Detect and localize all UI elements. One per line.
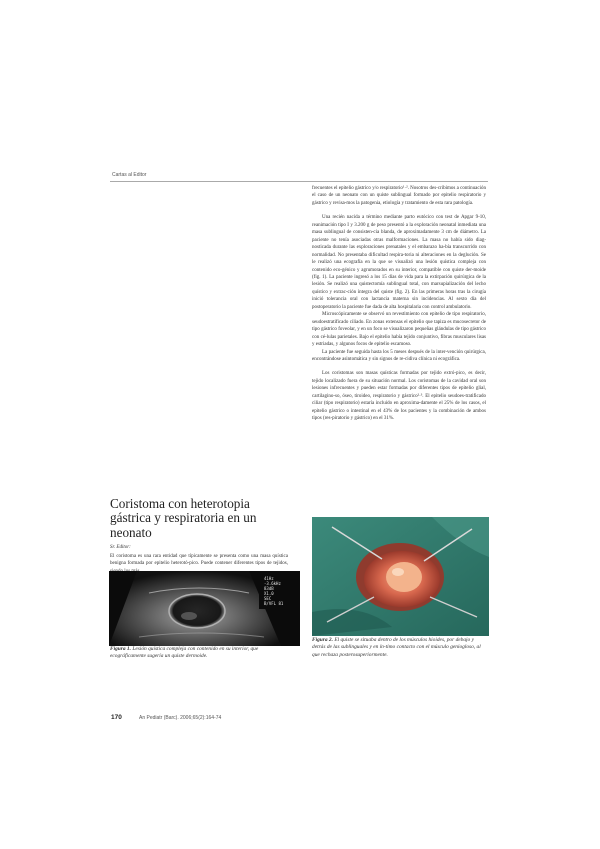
article-title: Coristoma con heterotopia gástrica y respiratoria en un neonato — [110, 496, 257, 540]
surgical-photo-graphic — [312, 517, 489, 636]
figure-1-label: Figura 1. — [110, 646, 131, 652]
figure-1-caption — [110, 646, 288, 661]
figure-1-ultrasound-image — [109, 571, 300, 646]
figure-2-label: Figura 2. — [312, 637, 333, 643]
figure-2-caption-text: El quiste se situaba dentro de los músculos hioides, por debajo y detrás de las sublinguales y en ín-timo contacto con el músculo geniogloso, al que rechaza posterosuperiormente. — [312, 637, 481, 658]
right-column — [312, 185, 486, 423]
paragraph: frecuentes el epitelio gástrico y/o respiratorio¹·². Nosotros des-cribimos a continuación el caso de un neonato con un quiste sublingual formado por epitelio respiratorio y gástrico y revisa-mos la patogenia, etiología y tratamiento de esta rara patología. — [312, 186, 486, 206]
paragraph: El coristoma es una rara entidad que típicamente se presenta como una masa quística benigna formada por epitelio heterotó-pico. Puede contener diferentes tipos de tejidos, — [110, 554, 288, 567]
journal-citation: An Pediatr (Barc). 2006;65(2):164-74 — [139, 715, 222, 721]
figure-2-caption — [312, 637, 488, 659]
ultrasound-readout — [264, 576, 283, 606]
paragraph: Los coristomas son masas quísticas formadas por tejido extró-pico, es decir, tejido localizado fuera de su situación normal. Los coristomas de la cavidad oral son lesiones infrecuentes y pueden estar formadas por diferentes tipos de epitelio glial, cartilagino-so, óseo, tiroideo, respiratorio y gástrico²·³. El epitelio seudoes-tratificado ciliar (tipo respiratorio) estaría incluido en aproxima-damente el 25% de los casos, el epitelio gástrico o intestinal en el 43% de los pacientes y la combinación de ambos tipos (res-piratorio y gástrico) en el 31%. — [312, 371, 486, 422]
readout-line: SEC — [264, 596, 272, 601]
readout-line: -3.6kHz — [264, 581, 281, 586]
author-line: Sr. Editor: — [110, 545, 131, 550]
paragraph: Una recién nacida a término mediante parto eutócico con test de Apgar 9-10, reanimación tipo I y 3.200 g de peso presentó a la exploración neonatal inmediata una masa sublingual de consisten-cia blanda, de aproximadamente 3 cm de diámetro. La paciente no tenía asociadas otras malformaciones. La masa no había sido diag-nosticada durante las exploraciones prenatales y el embarazo ha-bía transcurrido con normalidad. No presentaba dificultad respira-toria ni alteraciones en la deglución. Se le realizó una ecografía en la que se visualizó una lesión quística compleja con contenido eco-génico y agrumorados en su interior, compatible con quiste der-moide (fig. 1). La paciente ingresó a los 15 días de vida para la extirpación quirúrgica de la lesión. Se realizó una quistectomía sublingual total, con marsupialización del lecho quístico y extrac-ción íntegra del quiste (fig. 2). En las primeras horas tras la cirugía inició tolerancia oral con lactancia materna sin incidencias. Al sexto día del postoperatorio la paciente fue dada de alta hospitalaria con control ambulatorio. — [312, 215, 486, 310]
readout-line: 83dB — [264, 586, 274, 591]
figure-2-surgical-photo — [312, 517, 489, 636]
paragraph: Microscópicamente se observó un revestimiento con epitelio de tipo respiratorio, seudoestratificado ciliado. En zonas extensas el epitelio que tapiza es mucosecretor de tipo gástrico foveolar, y en un foco se visualizaron pequeñas glándulas de tipo gástrico con cé-lulas parietales. Bajo el epitelio había tejido conjuntivo, fibras musculares lisas y estriadas, y algunos focos de epitelio escamoso. — [312, 312, 486, 348]
running-head: Cartas al Editor — [112, 172, 147, 178]
readout-line: 41Hz — [264, 576, 274, 581]
readout-line: X1.0 — [264, 591, 274, 596]
header-rule — [110, 181, 488, 182]
page-number: 170 — [111, 714, 122, 721]
readout-line: B/VFL 81 — [264, 601, 284, 606]
paragraph: La paciente fue seguida hasta los 5 meses después de la inter-vención quirúrgica, encontrándose asintomática y sin signos de re-cidiva clínica ni ecográfica. — [312, 349, 486, 362]
figure-1-caption-text: Lesión quística compleja con contenido en su interior, que ecográficamente sugería un quiste dermoide. — [110, 646, 259, 660]
